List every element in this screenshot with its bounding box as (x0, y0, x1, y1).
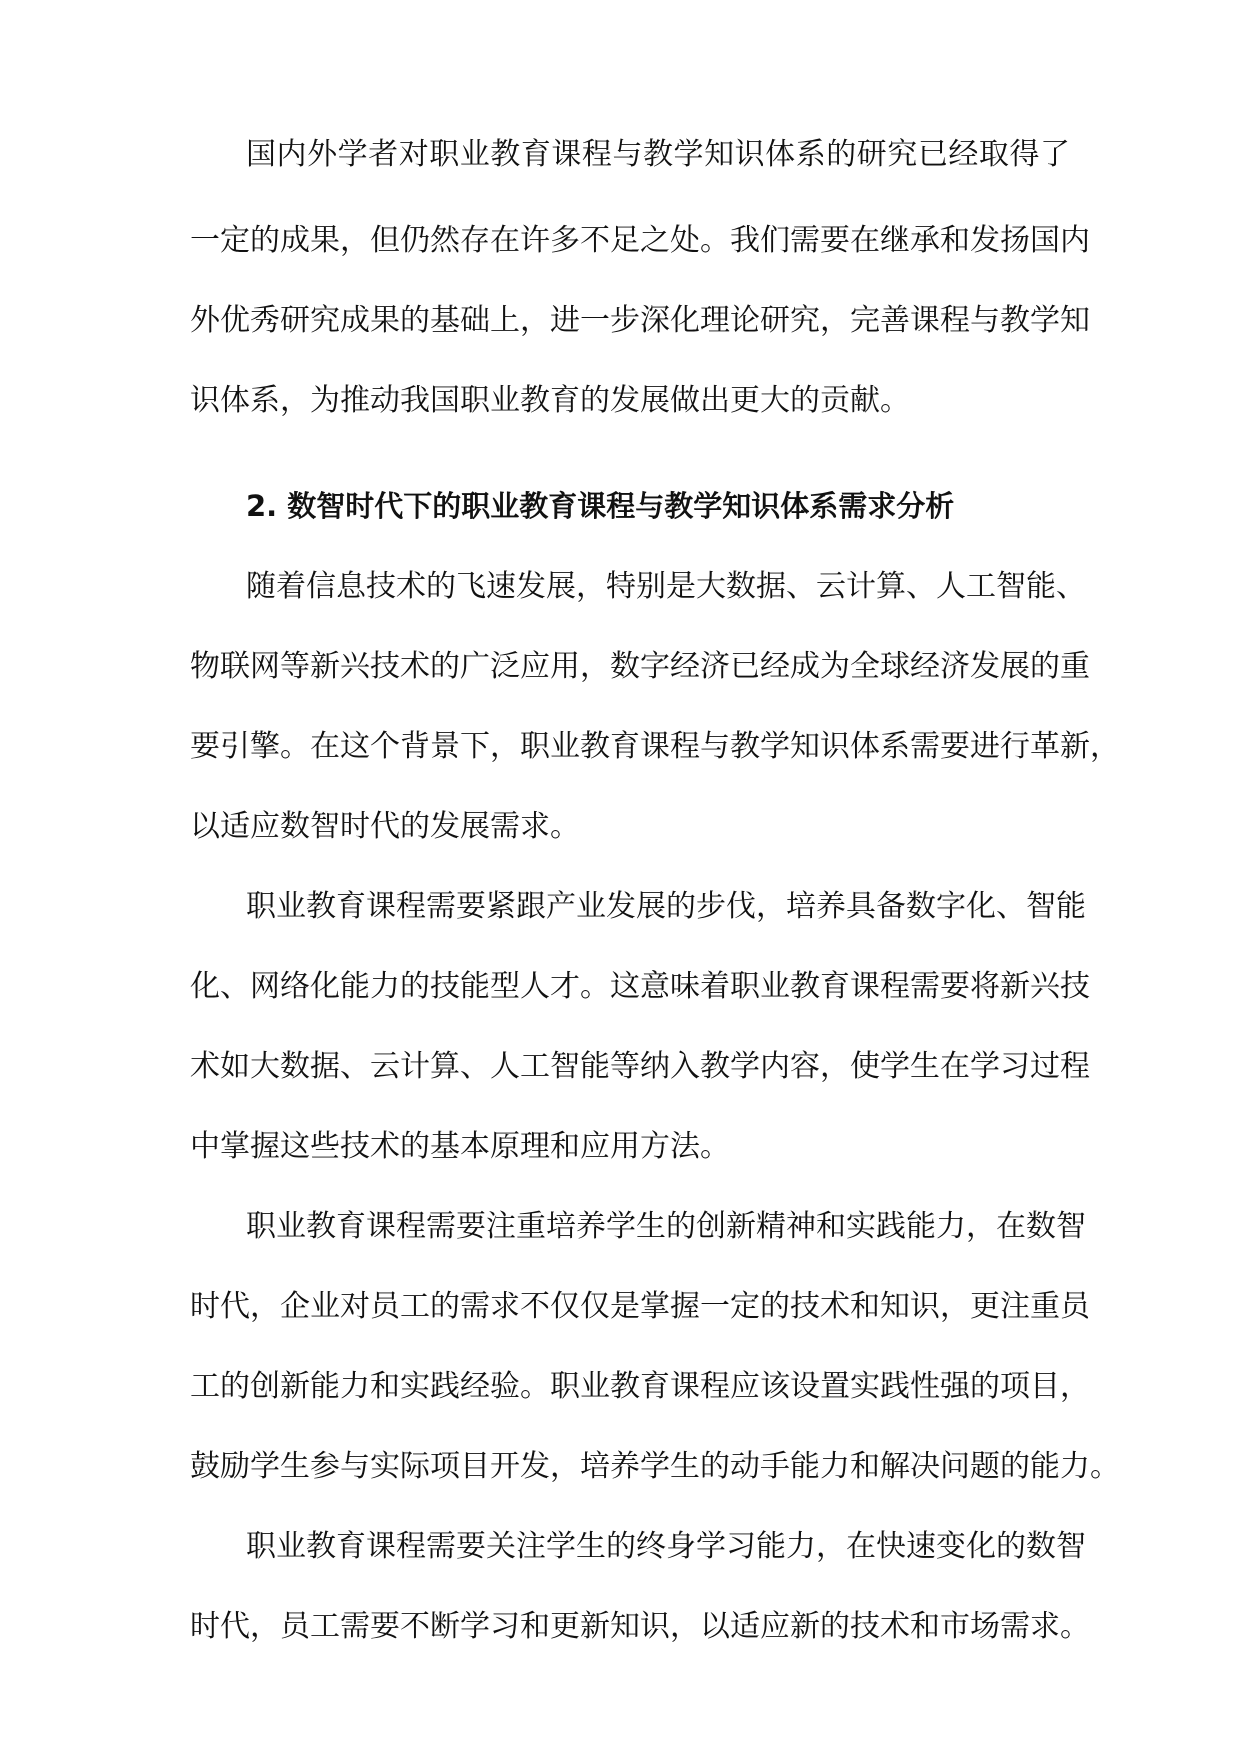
paragraph-3-line-4: 中掌握这些技术的基本原理和应用方法。 (190, 1129, 730, 1164)
section-heading: 2. 数智时代下的职业教育课程与教学知识体系需求分析 (246, 489, 955, 523)
paragraph-1-line-3: 外优秀研究成果的基础上，进一步深化理论研究，完善课程与教学知 (190, 303, 1090, 338)
paragraph-2-line-2: 物联网等新兴技术的广泛应用，数字经济已经成为全球经济发展的重 (190, 649, 1090, 684)
paragraph-5-line-1: 职业教育课程需要关注学生的终身学习能力，在快速变化的数智 (246, 1529, 1086, 1564)
paragraph-4-line-2: 时代，企业对员工的需求不仅仅是掌握一定的技术和知识，更注重员 (190, 1289, 1090, 1324)
paragraph-1-line-4: 识体系，为推动我国职业教育的发展做出更大的贡献。 (190, 383, 910, 418)
paragraph-2-line-1: 随着信息技术的飞速发展，特别是大数据、云计算、人工智能、 (246, 569, 1086, 604)
paragraph-3-line-2: 化、网络化能力的技能型人才。这意味着职业教育课程需要将新兴技 (190, 969, 1090, 1004)
paragraph-4-line-4: 鼓励学生参与实际项目开发，培养学生的动手能力和解决问题的能力。 (190, 1449, 1120, 1484)
paragraph-5-line-2: 时代，员工需要不断学习和更新知识，以适应新的技术和市场需求。 (190, 1609, 1090, 1644)
paragraph-3-line-3: 术如大数据、云计算、人工智能等纳入教学内容，使学生在学习过程 (190, 1049, 1090, 1084)
paragraph-2-line-4: 以适应数智时代的发展需求。 (190, 809, 580, 844)
paragraph-2-line-3: 要引擎。在这个背景下，职业教育课程与教学知识体系需要进行革新， (190, 729, 1120, 764)
paragraph-1-line-1: 国内外学者对职业教育课程与教学知识体系的研究已经取得了 (246, 137, 1070, 172)
paragraph-3-line-1: 职业教育课程需要紧跟产业发展的步伐，培养具备数字化、智能 (246, 889, 1086, 924)
paragraph-4-line-1: 职业教育课程需要注重培养学生的创新精神和实践能力，在数智 (246, 1209, 1086, 1244)
paragraph-4-line-3: 工的创新能力和实践经验。职业教育课程应该设置实践性强的项目， (190, 1369, 1090, 1404)
paragraph-1-line-2: 一定的成果，但仍然存在许多不足之处。我们需要在继承和发扬国内 (190, 223, 1090, 258)
